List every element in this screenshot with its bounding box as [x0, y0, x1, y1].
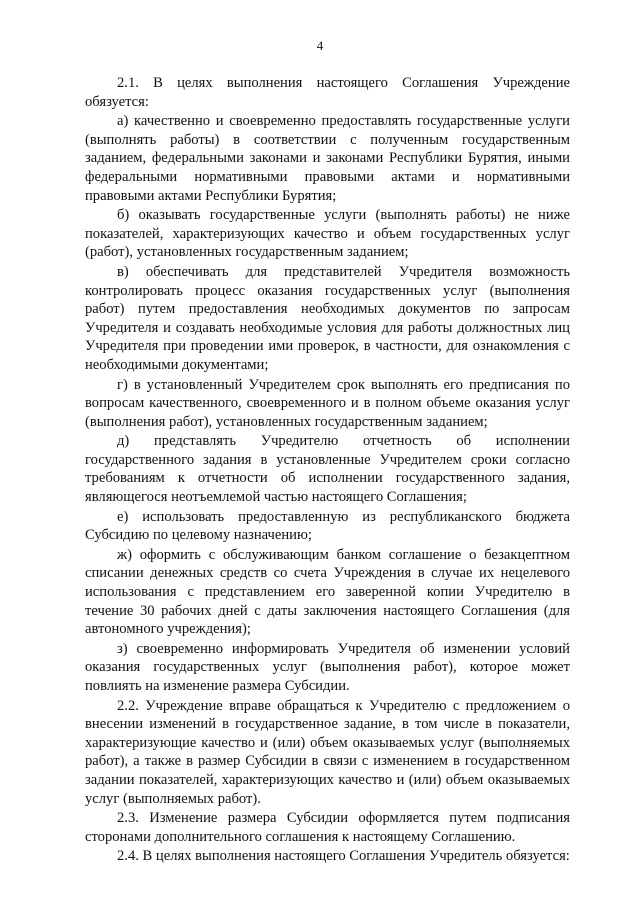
paragraph-2-1-d: д) представлять Учредителю отчетность об исполнении государственного задания в установленные Учредителем сроки согласно требованиям к отчетности об исполнении государственного задания, являющегося неотъемлемой частью настоящего Соглашения; [85, 433, 570, 506]
paragraph-2-1-zh: ж) оформить с обслуживающим банком соглашение о безакцептном списании денежных средств со счета Учреждения в случае их нецелевого использования с представлением его заверенной копии Учредителю в течение 30 рабочих дней с даты заключения настоящего Соглашения (для автономного учреждения); [85, 546, 570, 638]
page-number: 4 [316, 38, 324, 53]
paragraph-2-1-z: з) своевременно информировать Учредителя об изменении условий оказания государственных услуг (выполнения работ), которое может повлиять на изменение размера Субсидии. [85, 640, 570, 694]
paragraph-2-1-v: в) обеспечивать для представителей Учредителя возможность контролировать процесс оказания государственных услуг (выполнения работ) путем предоставления необходимых документов по запросам Учредителя и создавать необходимые условия для работы должностных лиц Учредителя при проведении ими проверок, в частности, для ознакомления с необходимыми документами; [85, 263, 570, 373]
paragraph-2-4: 2.4. В целях выполнения настоящего Соглашения Учредитель обязуется: [117, 848, 570, 865]
document-body [85, 74, 570, 867]
paragraph-2-1: 2.1. В целях выполнения настоящего Соглашения Учреждение обязуется: [85, 75, 570, 110]
paragraph-2-1-a: а) качественно и своевременно предоставлять государственные услуги (выполнять работы) в соответствии с полученным государственным заданием, федеральными законами и законами Республики Бурятия, иными федеральными нормативными правовыми актами и нормативными правовыми актами Республики Бурятия; [85, 113, 570, 204]
paragraph-2-1-e: е) использовать предоставленную из республиканского бюджета Субсидию по целевому назначению; [85, 508, 570, 544]
paragraph-2-3: 2.3. Изменение размера Субсидии оформляется путем подписания сторонами дополнительного соглашения к настоящему Соглашению. [85, 810, 570, 845]
paragraph-2-1-g: г) в установленный Учредителем срок выполнять его предписания по вопросам качественного, своевременного и в полном объеме оказания услуг (выполнения работ), установленных государственным заданием; [85, 376, 570, 430]
paragraph-2-2: 2.2. Учреждение вправе обращаться к Учредителю с предложением о внесении изменений в государственное задание, в том числе в показатели, характеризующие качество и (или) объем оказываемых услуг (выполняемых работ), а также в размер Субсидии в связи с изменением в государственном задании показателей, характеризующих качество и (или) объем оказываемых услуг (выполняемых работ). [85, 697, 570, 807]
paragraph-2-1-b: б) оказывать государственные услуги (выполнять работы) не ниже показателей, характеризующих качество и объем государственных услуг (работ), установленных государственным заданием; [85, 207, 570, 261]
